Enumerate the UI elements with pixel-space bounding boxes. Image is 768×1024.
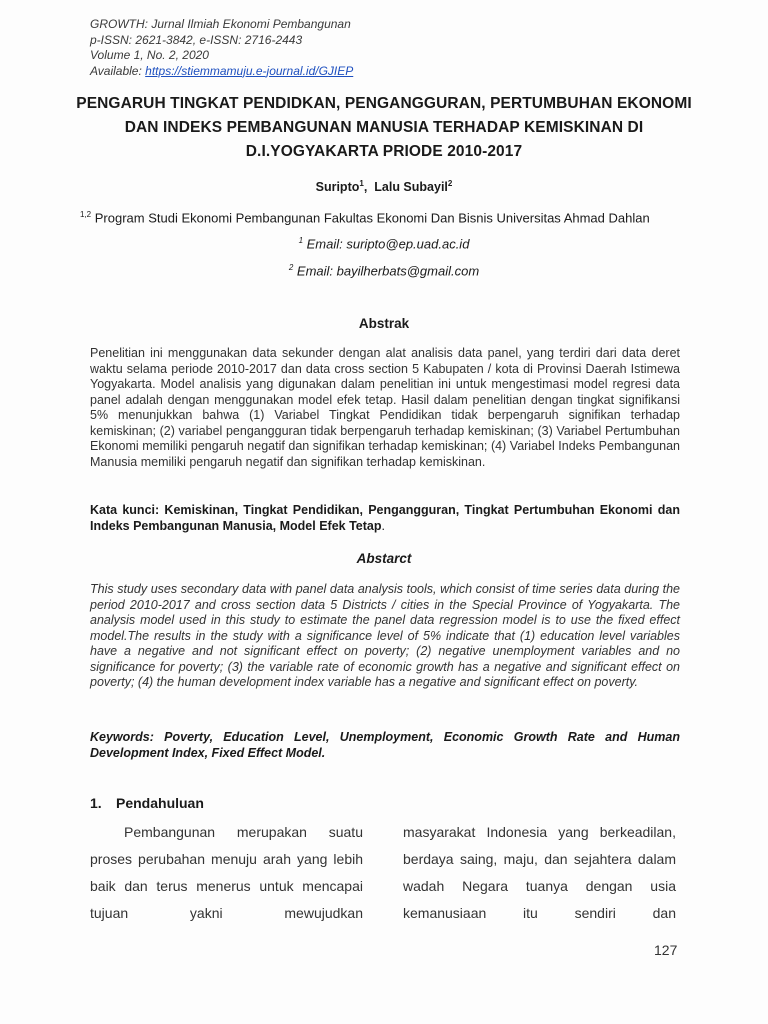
abstract-body: This study uses secondary data with panel data analysis tools, which consist of time series data during the period 2010-2017 and cross section data 5 Districts / cities in the Special Province of Yogyakarta. The analysis model used in this study to estimate the panel data regression model is to use the fixed effect model.The results in the study with a significance level of 5% indicate that (1) education level variables have a negative and not significant effect on poverty; (2) negative unemployment variables and no significance for poverty; (3) the variable rate of economic growth has a negative and significant effect on poverty; (4) the human development index variable has a negative and significant effect on poverty.	[90, 582, 680, 689]
author-2-sup: 2	[447, 179, 453, 188]
journal-name: GROWTH: Jurnal Ilmiah Ekonomi Pembangunan	[90, 17, 351, 31]
keywords: Keywords: Poverty, Education Level, Unemployment, Economic Growth Rate and Human Development Index, Fixed Effect Model.	[90, 730, 680, 760]
email-1-sup: 1	[298, 236, 304, 245]
author-1-sup: 1	[359, 179, 364, 188]
available-label: Available:	[90, 63, 142, 78]
kata-kunci-text: Kata kunci: Kemiskinan, Tingkat Pendidikan, Pengangguran, Tingkat Pertumbuhan Ekonomi dan Indeks Pembangunan Manusia, Model Efek Tetap	[90, 503, 680, 533]
section-number: 1.	[90, 795, 102, 811]
author-1: Suripto	[315, 180, 360, 195]
page-number: 127	[654, 942, 678, 958]
intro-left-column: Pembangunan merupakan suatu proses perubahan menuju arah yang lebih baik dan terus menerus untuk mencapai tujuan yakni mewujudkan	[90, 824, 363, 921]
email-2	[0, 263, 768, 278]
affiliation	[80, 210, 728, 225]
email-1-text: Email: suripto@ep.uad.ac.id	[306, 236, 470, 252]
author-2: Lalu Subayil	[374, 180, 448, 195]
journal-header	[90, 17, 353, 79]
kata-kunci	[90, 502, 680, 534]
section-title: Pendahuluan	[116, 795, 204, 811]
journal-available	[90, 64, 353, 80]
abstrak-body: Penelitian ini menggunakan data sekunder dengan alat analisis data panel, yang terdiri dari data deret waktu selama periode 2010-2017 dan data cross section 5 Kabupaten / kota di Provinsi Daerah Istimewa Yogyakarta. Model analisis yang digunakan dalam penelitian ini untuk mengestimasi model regresi data panel adalah dengan menggunakan model efek tetap. Hasil dalam penelitian dengan tingkat signifikansi 5% menunjukkan bahwa (1) Variabel Tingkat Pendidikan tidak berpengaruh signifikan terhadap kemiskinan; (2) variabel pengangguran tidak berpengaruh terhadap kemiskinan; (3) Variabel Pertumbuhan Ekonomi memiliki pengaruh negatif dan signifikan terhadap kemiskinan; (4) Variabel Indeks Pembangunan Manusia memiliki pengaruh negatif dan signifikan terhadap kemiskinan.	[90, 346, 680, 469]
section-heading	[90, 795, 204, 811]
affiliation-text: Program Studi Ekonomi Pembangunan Fakultas Ekonomi Dan Bisnis Universitas Ahmad Dahlan	[94, 210, 650, 226]
abstract-heading: Abstarct	[356, 551, 412, 566]
journal-url-link[interactable]: https://stiemmamuju.e-journal.id/GJIEP	[145, 63, 354, 78]
intro-right-column: masyarakat Indonesia yang berkeadilan, berdaya saing, maju, dan sejahtera dalam wadah Negara tuanya dengan usia kemanusiaan itu sendiri dan	[403, 824, 676, 921]
email-2-text: Email: bayilherbats@gmail.com	[296, 263, 480, 279]
authors-line	[0, 179, 768, 194]
email-1	[0, 236, 768, 251]
journal-issn: p-ISSN: 2621-3842, e-ISSN: 2716-2443	[90, 32, 303, 47]
abstrak-heading: Abstrak	[358, 316, 410, 331]
journal-volume: Volume 1, No. 2, 2020	[90, 48, 209, 62]
affiliation-sup: 1,2	[80, 210, 92, 219]
email-2-sup: 2	[288, 263, 294, 272]
paper-title: PENGARUH TINGKAT PENDIDKAN, PENGANGGURAN, PERTUMBUHAN EKONOMI DAN INDEKS PEMBANGUNAN MANUSIA TERHADAP KEMISKINAN DI D.I.YOGYAKARTA PRIODE 2010-2017	[76, 95, 692, 160]
author-separator: ,	[363, 180, 368, 195]
kata-kunci-end: .	[381, 519, 385, 533]
